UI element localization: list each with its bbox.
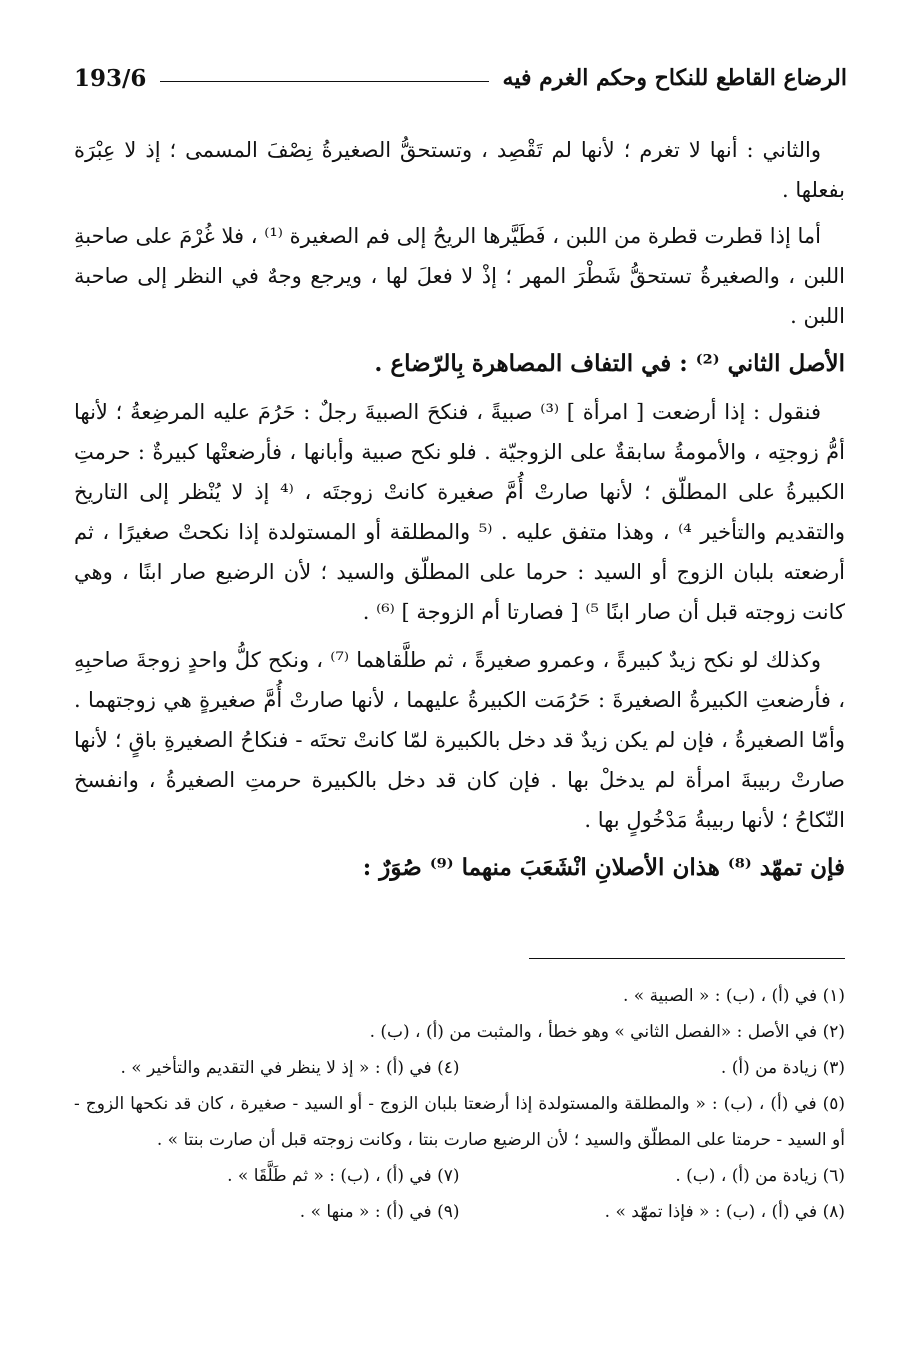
footnote-6: (٦) زيادة من (أ) ، (ب) . (675, 1166, 845, 1186)
footnote-9: (٩) في (أ) : « منها » . (299, 1202, 460, 1222)
footnote-2: (٢) في الأصل : «الفصل الثاني » وهو خطأ ، والمثبت من (أ) ، (ب) . (369, 1022, 845, 1042)
footnote-4: (٤) في (أ) : « إذ لا ينظر في التقديم والتأخير » . (120, 1058, 460, 1078)
page-number: 193/6 (74, 64, 147, 92)
paragraph-2: أما إذا قطرت قطرة من اللبن ، فَطَيَّرها الريحُ إلى فم الصغيرة ⁽¹⁾ ، فلا غُرْمَ على صاحبةِ اللبن ، والصغيرةُ تستحقُّ شَطْرَ المهر ؛ إذْ لا فعلَ لها ، ويرجع وجهٌ في النظر إلى صاحبة اللبن . (74, 224, 845, 328)
footnote-1: (١) في (أ) ، (ب) : « الصبية » . (622, 986, 845, 1006)
footnote-row-6-7 (74, 1158, 845, 1194)
running-title: الرضاع القاطع للنكاح وحكم الغرم فيه (502, 65, 847, 91)
paragraph-4: وكذلك لو نكح زيدٌ كبيرةً ، وعمرو صغيرةً ، ثم طلَّقاهما ⁽⁷⁾ ، ونكح كلُّ واحدٍ زوجةَ صاحبِهِ ، فأرضعتِ الكبيرةُ الصغيرةَ : حَرُمَت الكبيرةُ عليهما ، لأنها صارتْ أُمَّ صغيرةٍ هي زوجتهما . وأمّا الصغيرةُ ، فإن لم يكن زيدٌ قد دخل بالكبيرة لمّا كانتْ تحتَه - فنكاحُ الصغيرةِ باقٍ ؛ لأنها صارتْ ربيبةَ امرأة لم يدخلْ بها . فإن كان قد دخل بالكبيرة حرمتِ الصغيرةُ ، وانفسخ النّكاحُ ؛ لأنها ربيبةُ مَدْخُولٍ بها . (74, 648, 845, 832)
footnote-7: (٧) في (أ) ، (ب) : « ثم طَلَّقَا » . (227, 1166, 460, 1186)
footnote-row-3-4 (74, 1050, 845, 1086)
section-heading-forms: فإن تمهّد ⁽⁸⁾ هذان الأصلانِ انْشَعَبَ منهما ⁽⁹⁾ صُوَرٌ : (362, 854, 845, 881)
running-header (74, 58, 847, 98)
footnote-separator (529, 958, 845, 959)
paragraph-3: فنقول : إذا أرضعت [ امرأة ] ⁽³⁾ صبيةً ، فنكحَ الصبيةَ رجلٌ : حَرُمَ عليه المرضِعةُ ؛ لأنها أمُّ زوجتِه ، والأمومةُ سابقةٌ على الزوجيّة . فلو نكح صبية وأبانها ، فأرضعتْها كبيرةٌ : حرمتِ الكبيرةُ على المطلّق ؛ لأنها صارتْ أُمَّ صغيرة كانتْ زوجتَه ، ⁽⁴ إذ لا يُنْظر إلى التاريخ والتقديم والتأخير ⁴⁾ ، وهذا متفق عليه . ⁽⁵ والمطلقة أو المستولدة إذا نكحتْ صغيرًا ، ثم أرضعته بلبان الزوج أو السيد : حرما على المطلّق والسيد ؛ لأن الرضيع صار ابنًا ، وهي كانت زوجته قبل أن صار ابنًا ⁵⁾ [ فصارتا أم الزوجة ] ⁽⁶⁾ . (74, 400, 846, 624)
footnote-5: (٥) في (أ) ، (ب) : « والمطلقة والمستولدة إذا أرضعتا بلبان الزوج - أو السيد - صغيرة ، كان قد نكحها الزوج - أو السيد - حرمتا على المطلّق والسيد ؛ لأن الرضيع صارت بنتا ، وكانت زوجته قبل أن صارت بنتا » . (74, 1094, 845, 1150)
section-heading-second-principle: الأصل الثاني ⁽²⁾ : في التفاف المصاهرة بِالرّضاع . (374, 350, 845, 377)
footnote-row-8-9 (74, 1194, 845, 1230)
paragraph-1: والثاني : أنها لا تغرم ؛ لأنها لم تَقْصِد ، وتستحقُّ الصغيرةُ نِصْفَ المسمى ؛ إذ لا عِبْرَة بفعلها . (74, 138, 845, 202)
footnote-8: (٨) في (أ) ، (ب) : « فإذا تمهّد » . (604, 1202, 845, 1222)
footnotes (74, 978, 845, 1230)
header-rule (160, 81, 488, 82)
main-text (74, 130, 845, 896)
footnote-3: (٣) زيادة من (أ) . (720, 1058, 845, 1078)
